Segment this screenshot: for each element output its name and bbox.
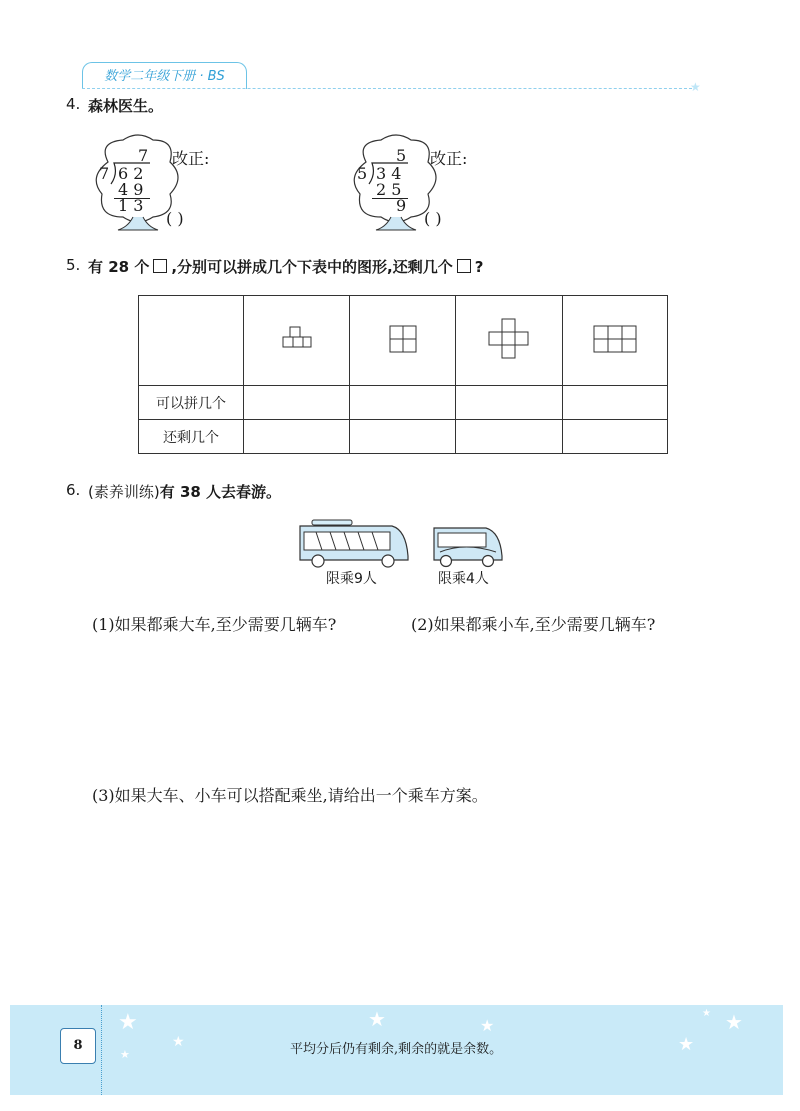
q6-tag: (素养训练) (88, 483, 160, 501)
q6-sub-question-2: (2)如果都乘小车,至少需要几辆车? (411, 615, 656, 634)
q4-divisor-1: 7 (99, 164, 110, 183)
q5-text-b: ,分别可以拼成几个下表中的图形,还剩几个 (171, 258, 453, 276)
q4-judge-blank-2[interactable]: ( ) (424, 209, 442, 228)
answer-cell[interactable] (350, 386, 456, 420)
q4-remainder-2: 9 (396, 196, 407, 215)
q6-number: 6. (66, 481, 81, 499)
q4-product-1: 4 9 (118, 180, 144, 199)
q6-title: 有 38 人去春游。 (159, 483, 282, 501)
q5-text-a: 有 28 个 (88, 258, 150, 276)
answer-cell[interactable] (244, 420, 350, 454)
footer-tip: 平均分后仍有剩余,剩余的就是余数。 (290, 1042, 503, 1057)
answer-cell[interactable] (456, 420, 563, 454)
q4-quotient-2: 5 (396, 146, 407, 165)
header-tab: 数学二年级下册 · BS (82, 62, 247, 89)
footer-divider (101, 1005, 102, 1095)
star-icon: ★ (725, 1010, 743, 1034)
q4-divisor-2: 5 (357, 164, 368, 183)
big-bus-label: 限乘9人 (326, 571, 377, 587)
star-icon: ★ (368, 1007, 386, 1031)
q6-title-line (88, 481, 281, 502)
shape-cross-5-squares-icon (488, 318, 530, 360)
q5-number: 5. (66, 256, 81, 274)
q4-fix-label-2: 改正: (430, 149, 468, 168)
row-label-remaining: 还剩几个 (139, 420, 244, 454)
star-icon: ★ (690, 80, 701, 94)
answer-cell[interactable] (456, 386, 563, 420)
star-icon: ★ (480, 1016, 495, 1035)
q6-sub-question-3: (3)如果大车、小车可以搭配乘坐,请给出一个乘车方案。 (92, 786, 488, 805)
table-header-cell (350, 296, 456, 386)
shape-table (138, 295, 668, 454)
q4-remainder-1: 1 3 (118, 196, 144, 215)
q4-title: 森林医生。 (88, 97, 164, 115)
small-bus-icon (430, 522, 504, 568)
q4-number: 4. (66, 95, 81, 113)
q4-judge-blank-1[interactable]: ( ) (166, 209, 184, 228)
q4-fix-label-1: 改正: (172, 149, 210, 168)
shape-6-squares-icon (593, 324, 637, 354)
table-header-cell (456, 296, 563, 386)
table-header-cell (244, 296, 350, 386)
q5-title (88, 256, 483, 277)
page-number: 8 (60, 1028, 96, 1064)
row-label-can-make: 可以拼几个 (139, 386, 244, 420)
star-icon: ★ (678, 1034, 695, 1055)
q4-dividend-2: 3 4 (376, 164, 402, 183)
header-divider (82, 88, 692, 89)
q6-sub-question-1: (1)如果都乘大车,至少需要几辆车? (92, 615, 337, 634)
square-icon (457, 259, 471, 273)
answer-cell[interactable] (563, 386, 668, 420)
big-bus-icon (296, 518, 410, 568)
q4-dividend-1: 6 2 (118, 164, 144, 183)
answer-cell[interactable] (244, 386, 350, 420)
shape-3-squares-icon (282, 326, 312, 352)
shape-4-squares-icon (388, 324, 418, 354)
star-icon: ★ (120, 1048, 130, 1061)
star-icon: ★ (118, 1010, 138, 1035)
small-bus-label: 限乘4人 (438, 571, 489, 587)
q5-text-c: ? (474, 258, 484, 276)
square-icon (153, 259, 167, 273)
table-header-cell (563, 296, 668, 386)
table-corner-cell (139, 296, 244, 386)
q4-product-2: 2 5 (376, 180, 402, 199)
answer-cell[interactable] (350, 420, 456, 454)
star-icon: ★ (702, 1008, 711, 1019)
answer-cell[interactable] (563, 420, 668, 454)
star-icon: ★ (172, 1034, 185, 1050)
q4-quotient-1: 7 (138, 146, 149, 165)
